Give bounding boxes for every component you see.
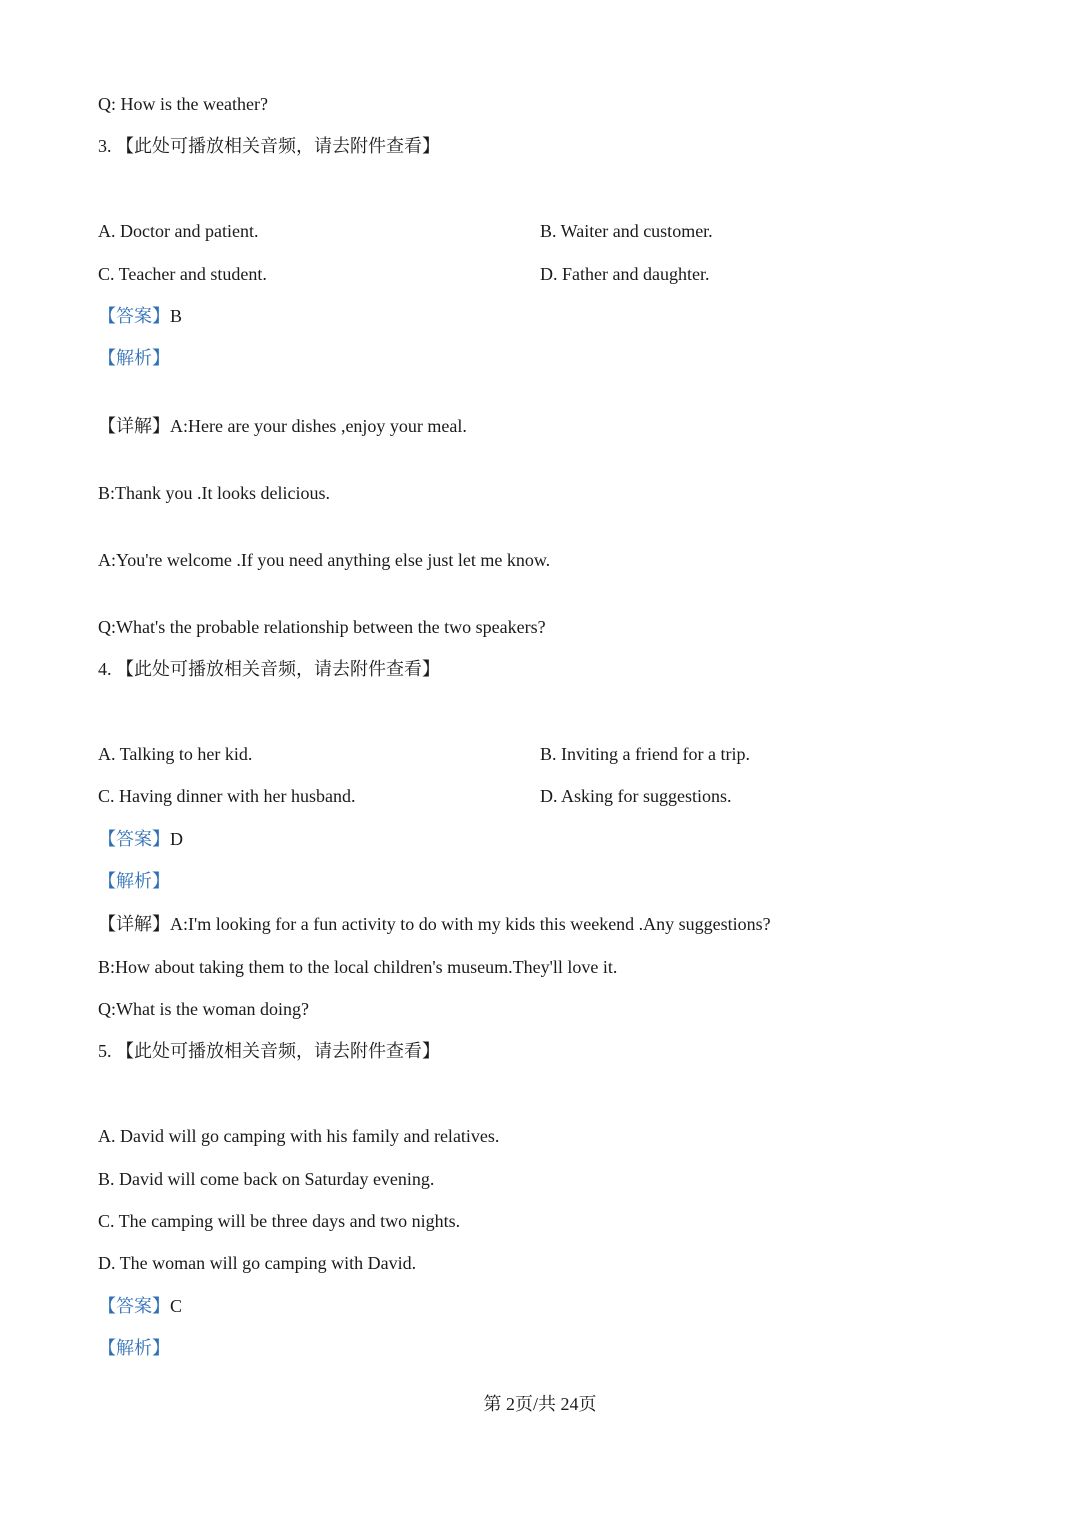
question-prompt: 4. 【此处可播放相关音频，请去附件查看】 xyxy=(98,659,440,679)
answer-label: 【答案】 xyxy=(98,829,170,849)
question-prompt: 5. 【此处可播放相关音频，请去附件查看】 xyxy=(98,1041,440,1061)
detail-line: A:Here are your dishes ,enjoy your meal. xyxy=(170,416,467,436)
answer-row xyxy=(98,827,183,851)
answer-label: 【答案】 xyxy=(98,1296,170,1316)
question-prompt: 3. 【此处可播放相关音频，请去附件查看】 xyxy=(98,136,440,156)
question-text: Q: How is the weather? xyxy=(98,94,268,114)
option-d: D. Father and daughter. xyxy=(540,264,710,284)
option-d: D. Asking for suggestions. xyxy=(540,786,732,806)
analysis-label: 【解析】 xyxy=(98,871,170,891)
answer-label: 【答案】 xyxy=(98,306,170,326)
detail-row xyxy=(98,912,771,936)
option-b: B. David will come back on Saturday evening. xyxy=(98,1169,435,1189)
answer-value: B xyxy=(170,306,183,326)
answer-value: D xyxy=(170,829,183,849)
option-a: A. Doctor and patient. xyxy=(98,221,259,241)
detail-line: Q:What is the woman doing? xyxy=(98,999,309,1019)
detail-line: A:You're welcome .If you need anything else just let me know. xyxy=(98,550,551,570)
option-c: C. The camping will be three days and two nights. xyxy=(98,1211,461,1231)
option-d: D. The woman will go camping with David. xyxy=(98,1253,417,1273)
option-a: A. David will go camping with his family and relatives. xyxy=(98,1126,500,1146)
answer-row xyxy=(98,304,182,328)
option-b: B. Waiter and customer. xyxy=(540,221,713,241)
option-b: B. Inviting a friend for a trip. xyxy=(540,744,750,764)
detail-line: B:How about taking them to the local children's museum.They'll love it. xyxy=(98,957,618,977)
analysis-label: 【解析】 xyxy=(98,348,170,368)
option-a: A. Talking to her kid. xyxy=(98,744,253,764)
detail-label: 【详解】 xyxy=(98,914,170,934)
page-number: 第 2页/共 24页 xyxy=(483,1394,597,1414)
answer-value: C xyxy=(170,1296,183,1316)
analysis-label: 【解析】 xyxy=(98,1338,170,1358)
detail-line: A:I'm looking for a fun activity to do with my kids this weekend .Any suggestions? xyxy=(170,914,771,934)
detail-row xyxy=(98,414,467,438)
answer-row xyxy=(98,1294,182,1318)
detail-line: Q:What's the probable relationship between the two speakers? xyxy=(98,617,546,637)
detail-label: 【详解】 xyxy=(98,416,170,436)
option-c: C. Having dinner with her husband. xyxy=(98,786,356,806)
detail-line: B:Thank you .It looks delicious. xyxy=(98,483,330,503)
option-c: C. Teacher and student. xyxy=(98,264,267,284)
